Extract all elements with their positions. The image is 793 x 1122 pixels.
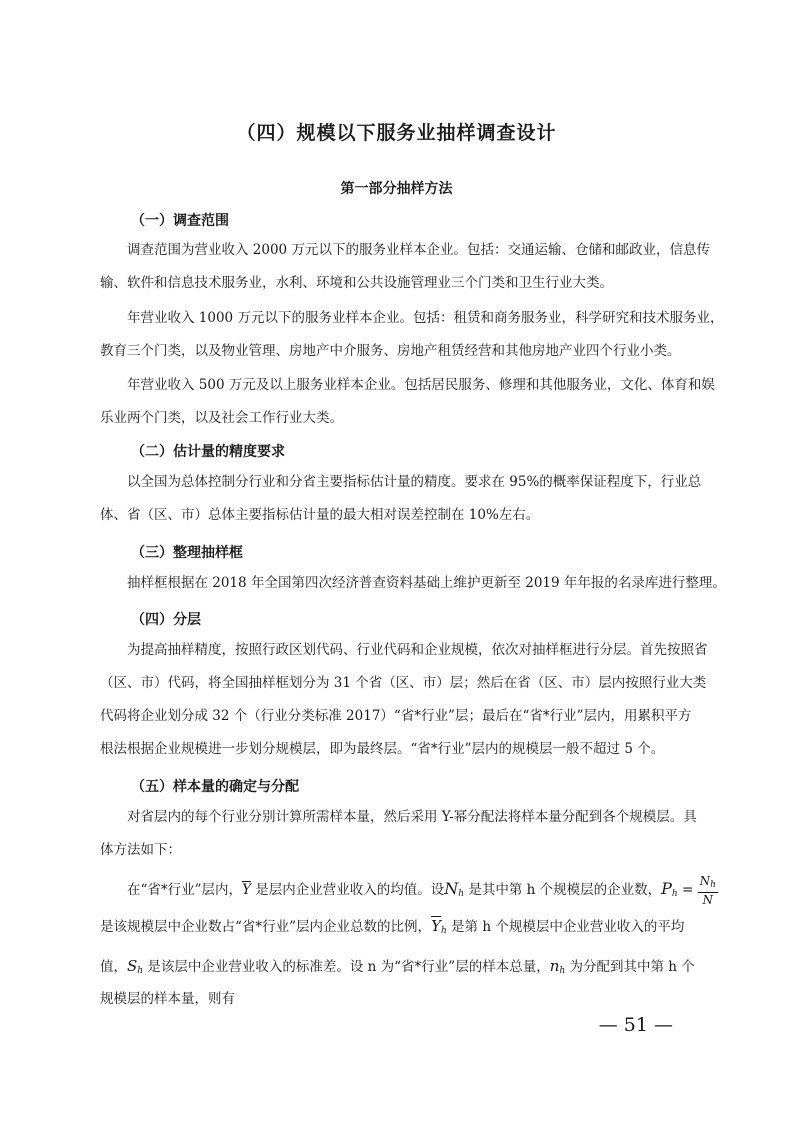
text-line: 为提高抽样精度，按照行政区划代码、行业代码和企业规模，依次对抽样框进行分层。首先按照省 [127,642,708,658]
n-symbol: n [549,957,560,975]
section-1-heading: （一）调查范围 [131,213,229,229]
text-line: 年营业收入 1000 万元以下的服务业样本企业。包括：租赁和商务服务业，科学研究和技术服务业， [127,310,724,326]
n-symbol: N [444,879,459,898]
subscript-h: h [710,880,716,890]
formula-line-4 [100,983,700,1016]
subscript-h: h [137,966,144,976]
text-line: 教育三个门类，以及物业管理、房地产中介服务、房地产租赁经营和其他房地产业四个行业小类。 [100,343,681,359]
subscript-h: h [440,926,447,936]
text-line: 规模层的样本量，则有 [100,991,235,1007]
part-heading: 第一部分抽样方法 [340,181,453,197]
section-1-paragraph-1 [100,234,710,300]
text-line: 输、软件和信息技术服务业，水利、环境和公共设施管理业三个门类和卫生行业大类。 [100,275,613,291]
text: 为分配到其中第 h 个 [565,959,695,975]
section-5-paragraph-1 [100,801,700,867]
y-bar-symbol: $\overline{Y}$ [431,917,441,935]
text-line: 抽样框根据在 2018 年全国第四次经济普查资料基础上维护更新至 2019 年年报的名录库进行整理。 [127,575,726,591]
formula-line-2 [100,910,700,948]
section-5-heading: （五）样本量的确定与分配 [131,779,299,795]
text: 是层内企业营业收入的均值。设 [250,882,445,898]
equals-sign: = [677,882,694,898]
section-4-heading: （四）分层 [131,612,201,628]
text-line: 代码将企业划分成 32 个（行业分类标准 2017）“省*行业”层；最后在“省*行业”层内，用累积平方 [100,708,692,724]
section-3-paragraph-1 [100,567,726,600]
section-3-heading: （三）整理抽样框 [131,545,243,561]
fraction [698,874,718,907]
section-2-heading: （二）估计量的精度要求 [131,444,285,460]
p-symbol: P [661,879,672,898]
text-line: 乐业两个门类，以及社会工作行业大类。 [100,410,343,426]
text-line: （区、市）代码，将全国抽样框划分为 31 个省（区、市）层；然后在省（区、市）层内按照行业大类 [100,675,707,691]
text-line: 年营业收入 500 万元及以上服务业样本企业。包括居民服务、修理和其他服务业，文化、体育和娱 [127,377,715,393]
denominator-n: N [702,893,714,907]
text: 是该规模层中企业数占“省*行业”层内企业总数的比例， [100,919,432,935]
text-line: 根法根据企业规模进一步划分规模层，即为最终层。“省*行业”层内的规模层一般不超过 5 个。 [100,741,665,757]
document-title: （四）规模以下服务业抽样调查设计 [236,122,557,144]
text-line: 体、省（区、市）总体主要指标估计量的最大相对误差控制在 10%左右。 [100,507,540,523]
page-number: — 51 — [598,1014,673,1036]
subscript-h: h [458,889,465,899]
text-line: 调查范围为营业收入 2000 万元以下的服务业样本企业。包括：交通运输、仓储和邮政业，信息传 [127,242,710,258]
s-symbol: S [127,957,138,975]
text-line: 对省层内的每个行业分别计算所需样本量，然后采用 Y-幂分配法将样本量分配到各个规模层。具 [127,809,697,825]
section-2-paragraph-1 [100,466,700,532]
subscript-h: h [671,889,678,899]
section-1-paragraph-3 [100,369,715,435]
text-line: 以全国为总体控制分行业和分省主要指标估计量的精度。要求在 95%的概率保证程度下，行业总 [127,474,702,490]
text: 是该层中企业营业收入的标准差。设 n 为“省*行业”层的样本总量， [143,959,550,975]
section-4-paragraph-1 [100,634,708,766]
subscript-h: h [559,966,566,976]
text: 是其中第 h 个规模层的企业数， [464,882,662,898]
text: 值， [100,959,127,975]
text: 在“省*行业”层内， [127,882,243,898]
text-line: 体方法如下： [100,842,181,858]
formula-line-1 [100,870,716,913]
y-bar-symbol: $\overline{Y}$ [242,882,251,898]
text: 是第 h 个规模层中企业营业收入的平均 [446,919,685,935]
numerator-n: N [699,874,711,888]
section-1-paragraph-2 [100,302,724,368]
